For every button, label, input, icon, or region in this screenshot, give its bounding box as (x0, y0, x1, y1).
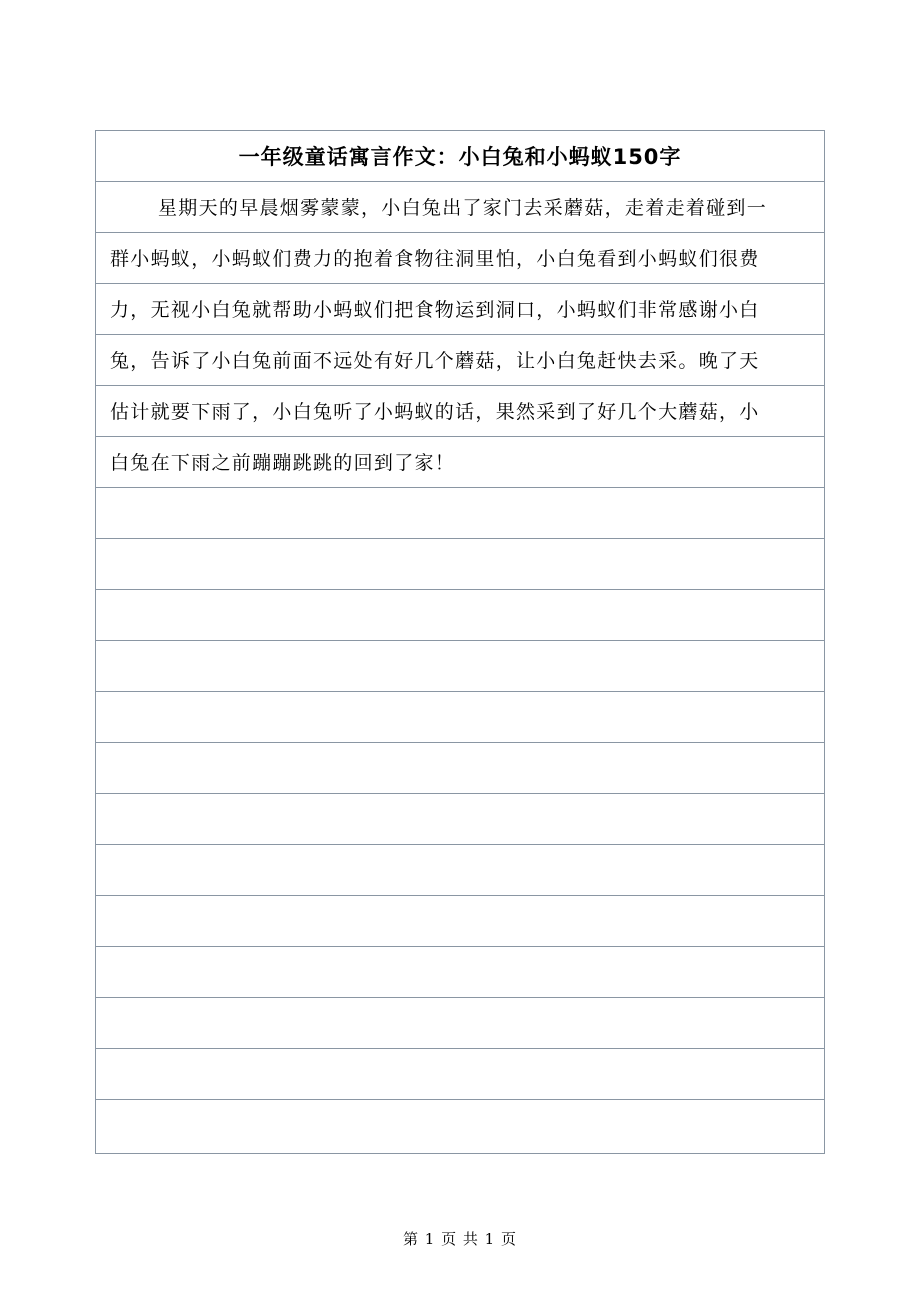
blank-line (96, 998, 824, 1049)
text-line-3: 力，无视小白兔就帮助小蚂蚁们把食物运到洞口，小蚂蚁们非常感谢小白 (96, 284, 824, 335)
text-line-5: 估计就要下雨了，小白兔听了小蚂蚁的话，果然采到了好几个大蘑菇，小 (96, 386, 824, 437)
text-line-2: 群小蚂蚁，小蚂蚁们费力的抱着食物往洞里怕，小白兔看到小蚂蚁们很费 (96, 233, 824, 284)
blank-line (96, 896, 824, 947)
blank-line (96, 794, 824, 845)
blank-line (96, 692, 824, 743)
page-number: 第 1 页 共 1 页 (403, 1230, 517, 1248)
blank-line (96, 641, 824, 692)
blank-line (96, 590, 824, 641)
blank-line (96, 488, 824, 539)
text-line-6: 白兔在下雨之前蹦蹦跳跳的回到了家！ (96, 437, 824, 488)
text-line-1: 星期天的早晨烟雾蒙蒙，小白兔出了家门去采蘑菇，走着走着碰到一 (96, 182, 824, 233)
composition-sheet (95, 130, 825, 1154)
blank-line (96, 845, 824, 896)
blank-line (96, 947, 824, 998)
text-line-4: 兔，告诉了小白兔前面不远处有好几个蘑菇，让小白兔赶快去采。晚了天 (96, 335, 824, 386)
blank-line (96, 1049, 824, 1100)
document-title: 一年级童话寓言作文：小白兔和小蚂蚁150字 (96, 131, 824, 182)
blank-line (96, 1100, 824, 1151)
blank-line (96, 539, 824, 590)
blank-line (96, 743, 824, 794)
